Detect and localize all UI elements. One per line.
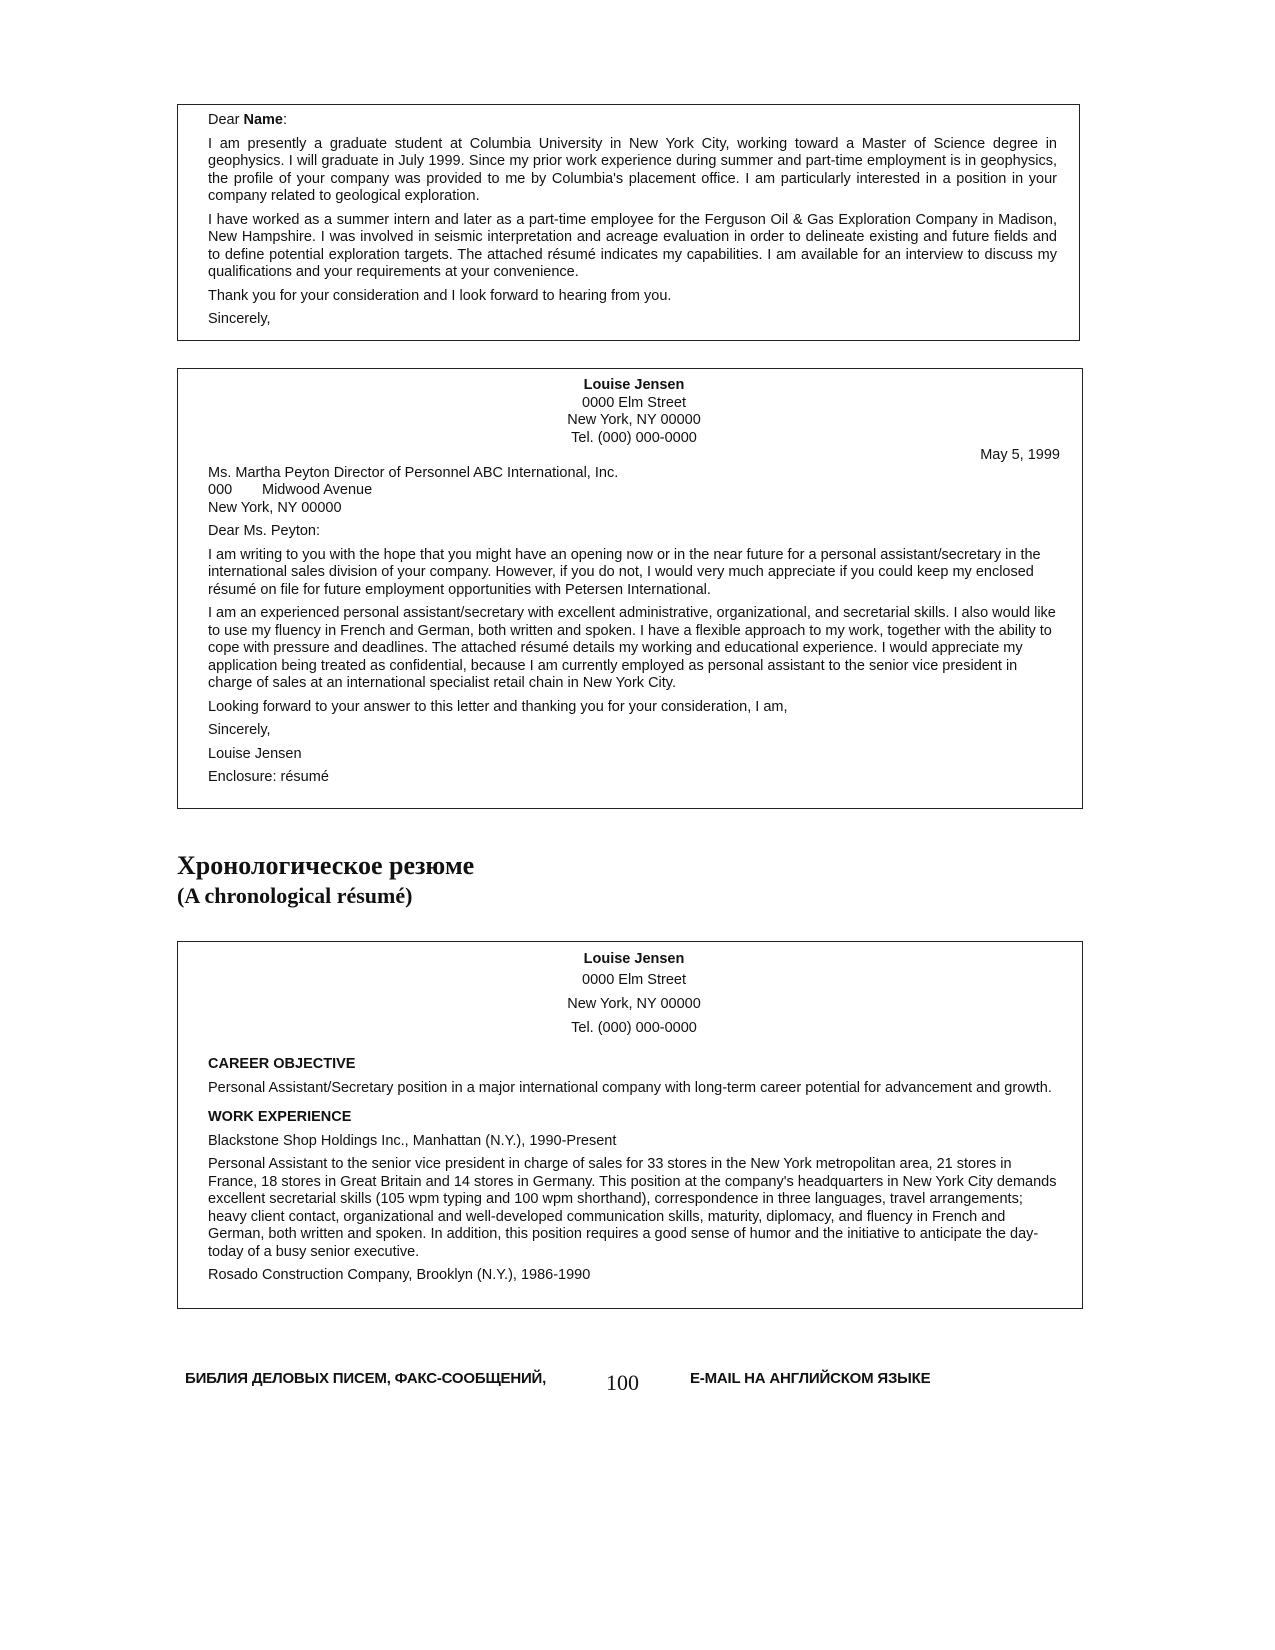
salutation-suffix: : bbox=[282, 112, 287, 128]
career-objective-text: Personal Assistant/Secretary position in a major international company with long-term career potential for advancement and growth. bbox=[208, 1079, 1052, 1096]
section-heading bbox=[177, 850, 474, 910]
letter-2-enclosure: Enclosure: résumé bbox=[208, 769, 329, 785]
letter-1-box bbox=[177, 104, 1080, 341]
letter-1-salutation bbox=[208, 112, 1057, 130]
career-objective-heading: CAREER OBJECTIVE bbox=[208, 1056, 356, 1072]
resume-city: New York, NY 00000 bbox=[567, 996, 701, 1012]
letter-2-date: May 5, 1999 bbox=[980, 447, 1060, 463]
resume-header bbox=[208, 950, 1060, 1040]
heading-title-ru: Хронологическое резюме bbox=[177, 851, 475, 880]
letter-2-sender-name: Louise Jensen bbox=[583, 377, 685, 393]
letter-2-box bbox=[177, 368, 1083, 809]
letter-1-paragraph-2: I have worked as a summer intern and later as a part-time employee for the Ferguson Oil & Gas Exploration Company in Madison, New Hampshire. I was involved in seismic interpretation and acreage evaluation in order to delineate existing and future fields and to define potential exploration targets. The attached résumé indicates my capabilities. I am available for an interview to discuss my qualifications and your requirements at your convenience. bbox=[208, 211, 1057, 280]
letter-2-sender-city: New York, NY 00000 bbox=[567, 412, 701, 428]
footer-left-text: БИБЛИЯ ДЕЛОВЫХ ПИСЕМ, ФАКС-СООБЩЕНИЙ, bbox=[185, 1370, 547, 1387]
letter-2-recipient-city: New York, NY 00000 bbox=[208, 499, 342, 516]
recipient-number: 000 bbox=[208, 482, 233, 498]
resume-box bbox=[177, 941, 1083, 1309]
resume-street: 0000 Elm Street bbox=[582, 972, 686, 988]
resume-name: Louise Jensen bbox=[583, 951, 685, 967]
letter-1-paragraph-1: I am presently a graduate student at Columbia University in New York City, working toward a Master of Science degree in geophysics. I will graduate in July 1999. Since my prior work experience during summer and part-time employment is in geophysics, the profile of your company was provided to me by Columbia's placement office. I am particularly interested in a position in your company related to geological exploration. bbox=[208, 135, 1057, 204]
salutation-prefix: Dear bbox=[208, 112, 244, 128]
letter-2-paragraph-2: I am an experienced personal assistant/secretary with excellent administrative, organizational, and secretarial skills. I also would like to use my fluency in French and German, both written and spoken. I have a flexible approach to my work, together with the ability to cope with pressure and deadlines. The attached résumé details my working and educational experience. I would appreciate my application being treated as confidential, because I am currently employed as personal assistant to the senior vice president in charge of sales at an international specialist retail chain in New York City. bbox=[208, 605, 1056, 691]
work-experience-heading: WORK EXPERIENCE bbox=[208, 1109, 352, 1125]
letter-2-paragraph-1: I am writing to you with the hope that you might have an opening now or in the near future for a personal assistant/secretary in the international sales division of your company. However, if you do not, I would very much appreciate if you could keep my enclosed résumé on file for future employment opportunities with Petersen International. bbox=[208, 546, 1041, 598]
salutation-name: Name bbox=[243, 112, 283, 128]
letter-2-signature: Louise Jensen bbox=[208, 745, 302, 762]
letter-2-recipient-street-row bbox=[208, 482, 1060, 500]
letter-1-paragraph-3: Thank you for your consideration and I look forward to hearing from you. bbox=[208, 287, 672, 304]
recipient-street: Midwood Avenue bbox=[262, 482, 373, 498]
job-1-description: Personal Assistant to the senior vice president in charge of sales for 33 stores in the New York metropolitan area, 21 stores in France, 18 stores in Great Britain and 14 stores in Germany. This position at the company's headquarters in New York City demands excellent secretarial skills (105 wpm typing and 100 wpm shorthand), correspondence in three languages, travel arrangements; heavy client contact, organizational and well-developed communication skills, maturity, diplomacy, and fluency in French and German, both written and spoken. In addition, this position requires a good sense of humor and the initiative to anticipate the day-today of a busy senior executive. bbox=[208, 1156, 1057, 1260]
letter-2-paragraph-3: Looking forward to your answer to this letter and thanking you for your consideration, I am, bbox=[208, 698, 788, 715]
letter-2-salutation: Dear Ms. Peyton: bbox=[208, 523, 321, 539]
letter-2-sender-tel: Tel. (000) 000-0000 bbox=[571, 429, 697, 446]
letter-2-sender-street: 0000 Elm Street bbox=[582, 394, 686, 411]
heading-title-en: (A chronological résumé) bbox=[177, 883, 413, 908]
letter-1-closing: Sincerely, bbox=[208, 311, 271, 327]
resume-tel: Tel. (000) 000-0000 bbox=[571, 1020, 697, 1036]
letter-2-closing: Sincerely, bbox=[208, 722, 271, 738]
page-number: 100 bbox=[606, 1370, 639, 1395]
job-2-employer: Rosado Construction Company, Brooklyn (N.Y.), 1986-1990 bbox=[208, 1267, 591, 1283]
letter-2-recipient-line-1: Ms. Martha Peyton Director of Personnel ABC International, Inc. bbox=[208, 464, 619, 481]
footer-right-text: E-MAIL НА АНГЛИЙСКОМ ЯЗЫКЕ bbox=[690, 1370, 931, 1387]
job-1-employer: Blackstone Shop Holdings Inc., Manhattan (N.Y.), 1990-Present bbox=[208, 1132, 617, 1149]
